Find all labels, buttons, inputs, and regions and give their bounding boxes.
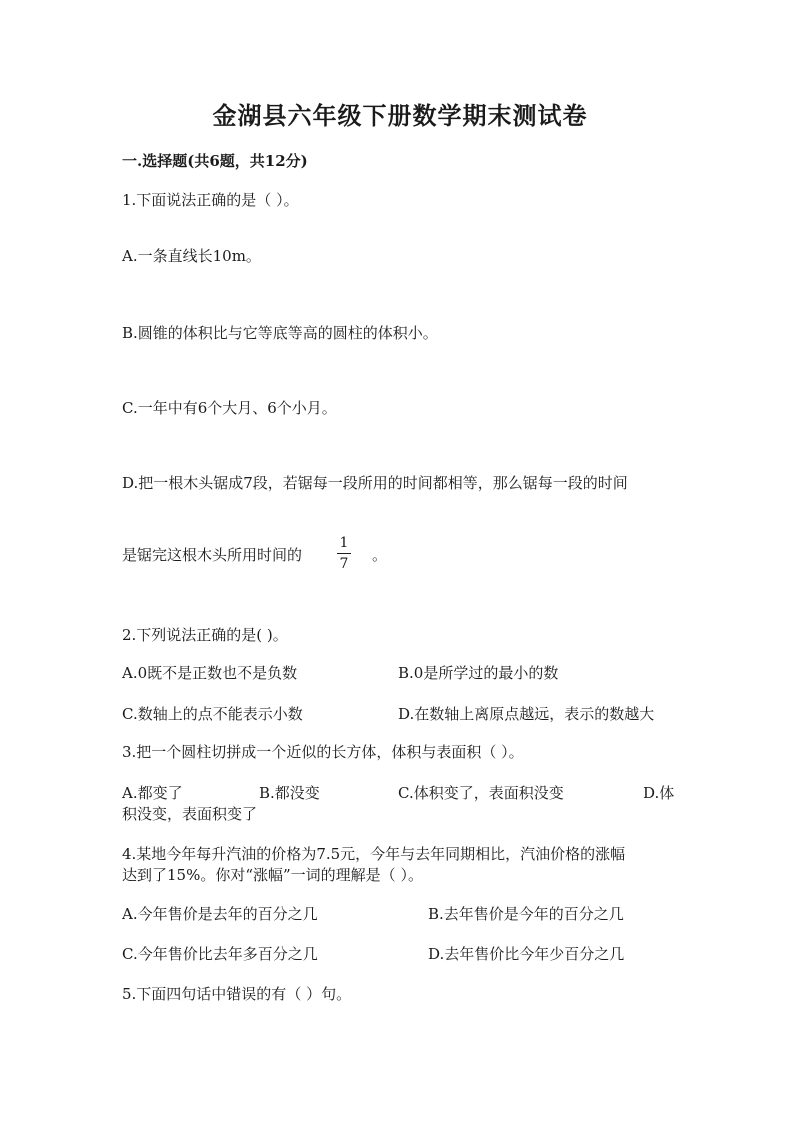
section-header: 一.选择题(共6题，共12分) bbox=[122, 152, 308, 170]
page-title: 金湖县六年级下册数学期末测试卷 bbox=[212, 101, 588, 130]
question-4-option-c: C.今年售价比去年多百分之几 bbox=[122, 945, 318, 963]
question-4-stem-line2: 达到了15%。你对“涨幅”一词的理解是（ ）。 bbox=[122, 866, 423, 884]
question-3-stem: 3.把一个圆柱切拼成一个近似的长方体，体积与表面积（ ）。 bbox=[122, 743, 524, 761]
question-3-option-d-part1: D.体 bbox=[643, 784, 675, 802]
question-1-option-b: B.圆锥的体积比与它等底等高的圆柱的体积小。 bbox=[122, 324, 438, 342]
question-1-option-d-line1: D.把一根木头锯成7段，若锯每一段所用的时间都相等，那么锯每一段的时间 bbox=[122, 474, 628, 492]
fraction-numerator: 1 bbox=[339, 535, 349, 551]
question-5-stem: 5.下面四句话中错误的有（ ）句。 bbox=[122, 985, 352, 1003]
question-2-option-d: D.在数轴上离原点越远，表示的数越大 bbox=[398, 705, 655, 723]
question-3-option-d-part2: 积没变，表面积变了 bbox=[122, 805, 258, 823]
question-1-option-c: C.一年中有6个大月、6个小月。 bbox=[122, 399, 337, 417]
fraction-bar bbox=[337, 553, 351, 554]
question-4-option-d: D.去年售价比今年少百分之几 bbox=[428, 945, 625, 963]
fraction-denominator: 7 bbox=[339, 556, 349, 572]
question-1-option-d-end: 。 bbox=[372, 546, 388, 564]
question-3-option-c: C.体积变了，表面积没变 bbox=[398, 784, 564, 802]
question-1-option-d-line2: 是锯完这根木头所用时间的 bbox=[122, 546, 303, 564]
question-4-option-b: B.去年售价是今年的百分之几 bbox=[428, 905, 624, 923]
question-4-stem-line1: 4.某地今年每升汽油的价格为7.5元，今年与去年同期相比，汽油价格的涨幅 bbox=[122, 845, 626, 863]
question-1-option-a: A.一条直线长10m。 bbox=[122, 247, 261, 265]
question-3-option-a: A.都变了 bbox=[122, 784, 183, 802]
question-1-stem: 1.下面说法正确的是（ ）。 bbox=[122, 191, 299, 209]
question-3-option-b: B.都没变 bbox=[259, 784, 320, 802]
question-2-option-c: C.数轴上的点不能表示小数 bbox=[122, 705, 303, 723]
question-4-option-a: A.今年售价是去年的百分之几 bbox=[122, 905, 318, 923]
question-2-stem: 2.下列说法正确的是( )。 bbox=[122, 626, 288, 644]
question-2-option-a: A.0既不是正数也不是负数 bbox=[122, 664, 298, 682]
question-2-option-b: B.0是所学过的最小的数 bbox=[398, 664, 559, 682]
